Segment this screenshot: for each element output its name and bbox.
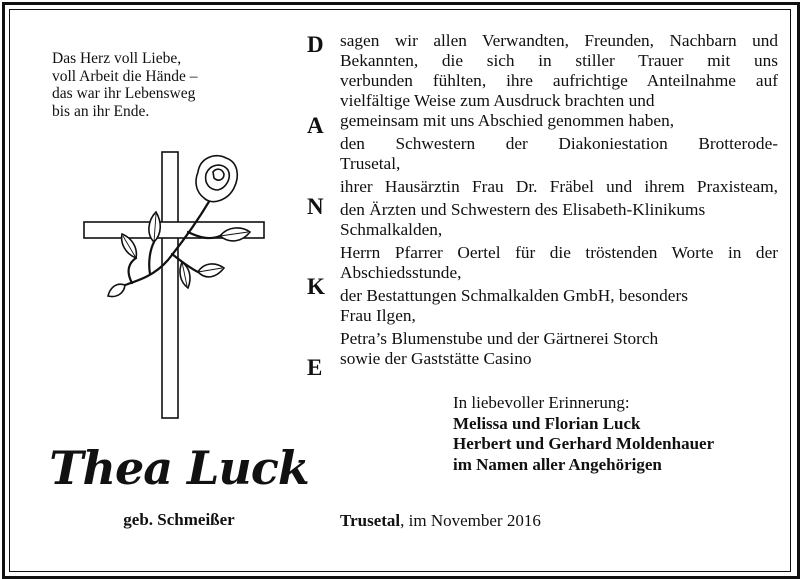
dank-letter: E	[307, 355, 323, 380]
dank-letter: K	[307, 274, 325, 299]
message-line: Petra’s Blumenstube und der Gärtnerei Storch	[340, 329, 659, 348]
signature-name: Melissa und Florian Luck	[453, 413, 641, 433]
message-line: Herrn Pfarrer Oertel für die tröstenden Worte in der	[340, 243, 778, 262]
message-line: den Schwestern der Diakoniestation Brotterode-	[340, 134, 778, 153]
message-line: Bekannten, die sich in stiller Trauer mit uns	[340, 51, 778, 70]
signature-name: im Namen aller Angehörigen	[453, 454, 662, 474]
message-line: sagen wir allen Verwandten, Freunden, Nachbarn und	[340, 31, 778, 50]
poem-line: das war ihr Lebensweg	[52, 85, 196, 102]
message-line: Frau Ilgen,	[340, 306, 416, 325]
birth-name: geb. Schmeißer	[123, 510, 235, 529]
message-line: Trusetal,	[340, 154, 401, 173]
deceased-name: Thea Luck	[49, 441, 309, 495]
signature-intro: In liebevoller Erinnerung:	[453, 393, 630, 412]
message-line: den Ärzten und Schwestern des Elisabeth-Klinikums	[340, 200, 706, 219]
cross-with-rose-icon	[70, 150, 270, 420]
message-line: ihrer Hausärztin Frau Dr. Fräbel und ihrem Praxisteam,	[340, 177, 778, 196]
signature-block	[453, 393, 714, 475]
place-name: Trusetal	[340, 511, 401, 530]
signature-name: Herbert und Gerhard Moldenhauer	[453, 434, 715, 453]
dank-letter: A	[307, 113, 324, 138]
poem-line: voll Arbeit die Hände –	[52, 67, 198, 85]
dank-letter: D	[307, 32, 324, 57]
date-text: , im November 2016	[400, 511, 541, 530]
poem-line: bis an ihr Ende.	[52, 102, 150, 120]
thank-you-message	[340, 31, 778, 369]
message-line: sowie der Gaststätte Casino	[340, 349, 532, 368]
message-line: Abschiedsstunde,	[340, 263, 462, 282]
message-line: Schmalkalden,	[340, 220, 443, 239]
message-line: gemeinsam mit uns Abschied genommen haben,	[340, 111, 675, 130]
message-line: verbunden fühlten, ihre aufrichtige Anteilnahme auf	[340, 71, 778, 90]
message-line: der Bestattungen Schmalkalden GmbH, besonders	[340, 286, 688, 305]
place-date	[340, 511, 541, 531]
message-line: vielfältige Weise zum Ausdruck brachten und	[340, 91, 655, 110]
dank-letter: N	[307, 194, 324, 219]
poem-line: Das Herz voll Liebe,	[52, 50, 182, 67]
memorial-poem	[52, 50, 198, 120]
